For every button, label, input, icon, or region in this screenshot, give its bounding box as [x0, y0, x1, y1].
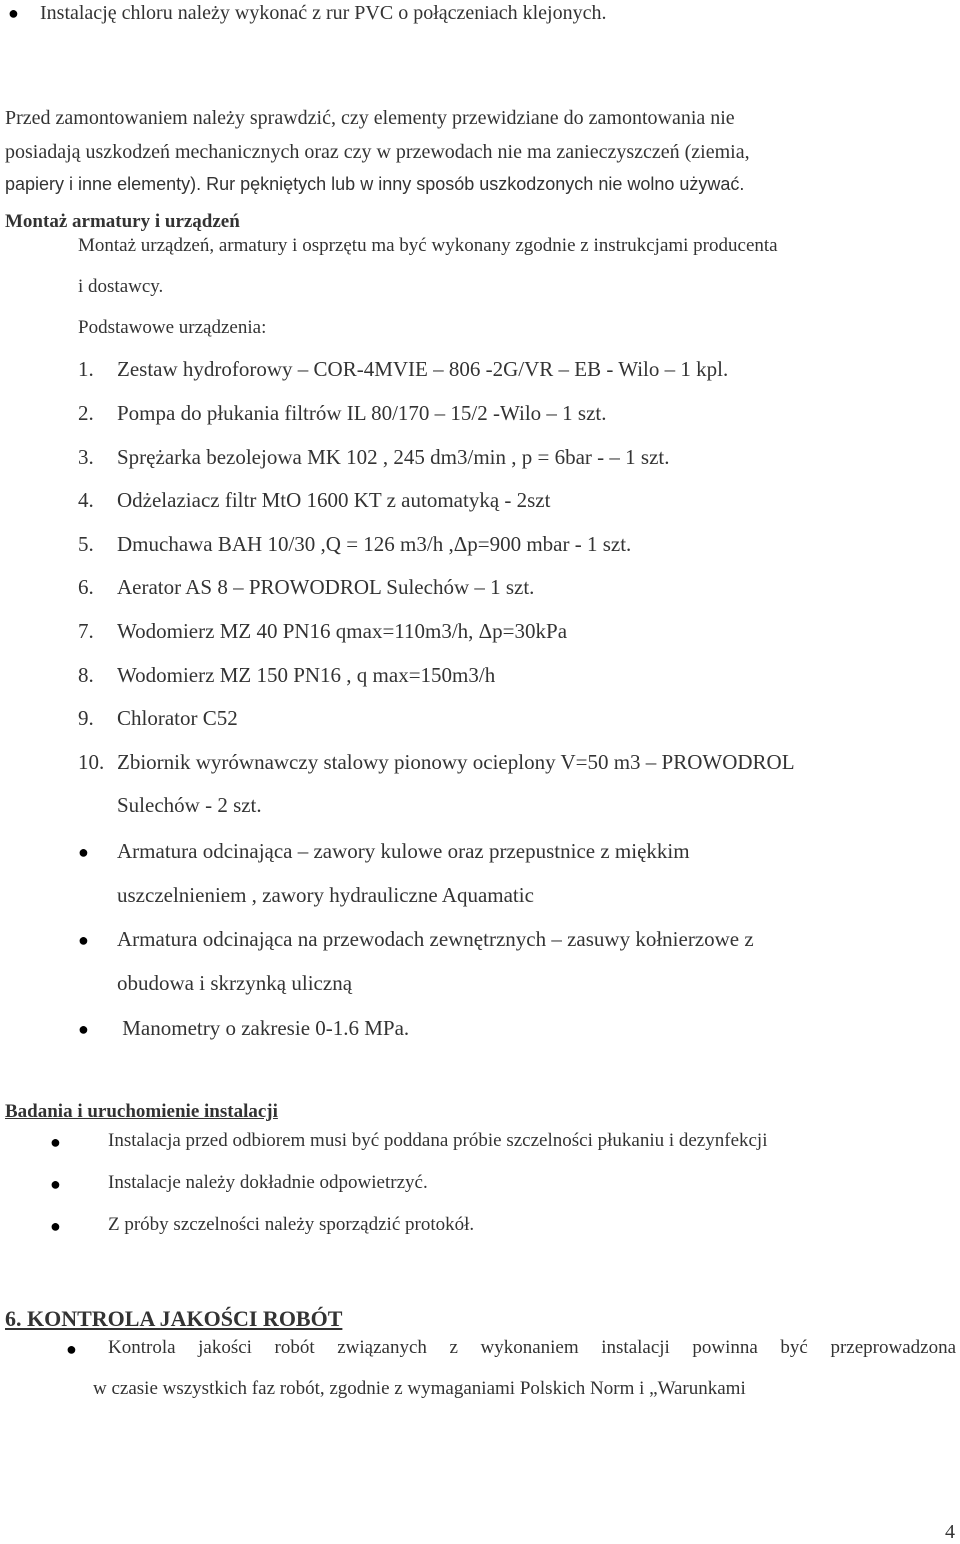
bullet-icon: ● — [78, 930, 89, 950]
bullet-icon: ● — [66, 1339, 77, 1359]
list-item-number: 7. — [78, 619, 94, 643]
kontrola-line-2: w czasie wszystkich faz robót, zgodnie z wymaganiami Polskich Norm i „Warunkami — [93, 1378, 746, 1399]
montaz-line-1: Montaż urządzeń, armatury i osprzętu ma być wykonany zgodnie z instrukcjami producenta — [78, 235, 778, 256]
list-item: Aerator AS 8 – PROWODROL Sulechów – 1 szt. — [117, 575, 535, 599]
list-item: Pompa do płukania filtrów IL 80/170 – 15/2 -Wilo – 1 szt. — [117, 401, 607, 425]
list-item-continuation: Sulechów - 2 szt. — [117, 793, 262, 817]
bullet-icon: ● — [50, 1174, 61, 1194]
bullet-icon: ● — [50, 1132, 61, 1152]
list-item: Dmuchawa BAH 10/30 ,Q = 126 m3/h ,Δp=900 mbar - 1 szt. — [117, 532, 632, 556]
badania-bullet-3: Z próby szczelności należy sporządzić protokół. — [108, 1214, 475, 1235]
list-item: Sprężarka bezolejowa MK 102 , 245 dm3/min , p = 6bar - – 1 szt. — [117, 445, 670, 469]
list-item-number: 1. — [78, 357, 94, 381]
list-item-number: 4. — [78, 488, 94, 512]
armatura-bullet-2-line-1: Armatura odcinająca na przewodach zewnętrznych – zasuwy kołnierzowe z — [117, 927, 754, 951]
list-item: Odżelaziacz filtr MtO 1600 KT z automatyką - 2szt — [117, 488, 551, 512]
kontrola-line-1: Kontrola jakości robót związanych z wykonaniem instalacji powinna być przeprowadzona — [108, 1337, 956, 1358]
montaz-line-2: i dostawcy. — [78, 276, 164, 297]
bullet-icon: ● — [50, 1216, 61, 1236]
list-item-number: 10. — [78, 750, 105, 774]
list-item: Zbiornik wyrównawczy stalowy pionowy ocieplony V=50 m3 – PROWODROL — [117, 750, 795, 774]
top-bullet-text: Instalację chloru należy wykonać z rur PVC o połączeniach klejonych. — [40, 2, 607, 24]
manometry-bullet: Manometry o zakresie 0-1.6 MPa. — [117, 1016, 410, 1040]
list-item: Wodomierz MZ 150 PN16 , q max=150m3/h — [117, 663, 496, 687]
bullet-icon: ● — [78, 842, 89, 862]
intro-line-3-rest: Rur pękniętych lub w inny sposób uszkodzonych nie wolno używać. — [206, 174, 745, 194]
intro-line-3-start: papiery i inne elementy). — [5, 174, 202, 194]
list-item: Zestaw hydroforowy – COR-4MVIE – 806 -2G/VR – EB - Wilo – 1 kpl. — [117, 357, 729, 381]
armatura-bullet-2-line-2: obudowa i skrzynką uliczną — [117, 971, 353, 995]
list-item-number: 3. — [78, 445, 94, 469]
intro-line-3 — [5, 172, 744, 196]
badania-bullet-2: Instalacje należy dokładnie odpowietrzyć. — [108, 1172, 428, 1193]
armatura-bullet-1-line-1: Armatura odcinająca – zawory kulowe oraz przepustnice z miękkim — [117, 839, 690, 863]
list-item-number: 6. — [78, 575, 94, 599]
section-kontrola-title: 6. KONTROLA JAKOŚCI ROBÓT — [5, 1306, 343, 1331]
intro-line-1: Przed zamontowaniem należy sprawdzić, czy elementy przewidziane do zamontowania nie — [5, 107, 735, 129]
intro-line-2: posiadają uszkodzeń mechanicznych oraz czy w przewodach nie ma zanieczyszczeń (ziemia, — [5, 141, 750, 163]
montaz-subtitle: Podstawowe urządzenia: — [78, 317, 267, 338]
page-number: 4 — [945, 1521, 955, 1543]
list-item-number: 8. — [78, 663, 94, 687]
list-item: Chlorator C52 — [117, 706, 238, 730]
badania-bullet-1: Instalacja przed odbiorem musi być poddana próbie szczelności płukaniu i dezynfekcji — [108, 1130, 768, 1151]
list-item-number: 5. — [78, 532, 94, 556]
list-item-number: 2. — [78, 401, 94, 425]
list-item: Wodomierz MZ 40 PN16 qmax=110m3/h, Δp=30kPa — [117, 619, 568, 643]
bullet-icon: ● — [8, 3, 19, 23]
list-item-number: 9. — [78, 706, 94, 730]
section-montaz-title: Montaż armatury i urządzeń — [5, 211, 240, 232]
armatura-bullet-1-line-2: uszczelnieniem , zawory hydrauliczne Aquamatic — [117, 883, 534, 907]
bullet-icon: ● — [78, 1019, 89, 1039]
section-badania-title: Badania i uruchomienie instalacji — [5, 1101, 278, 1122]
